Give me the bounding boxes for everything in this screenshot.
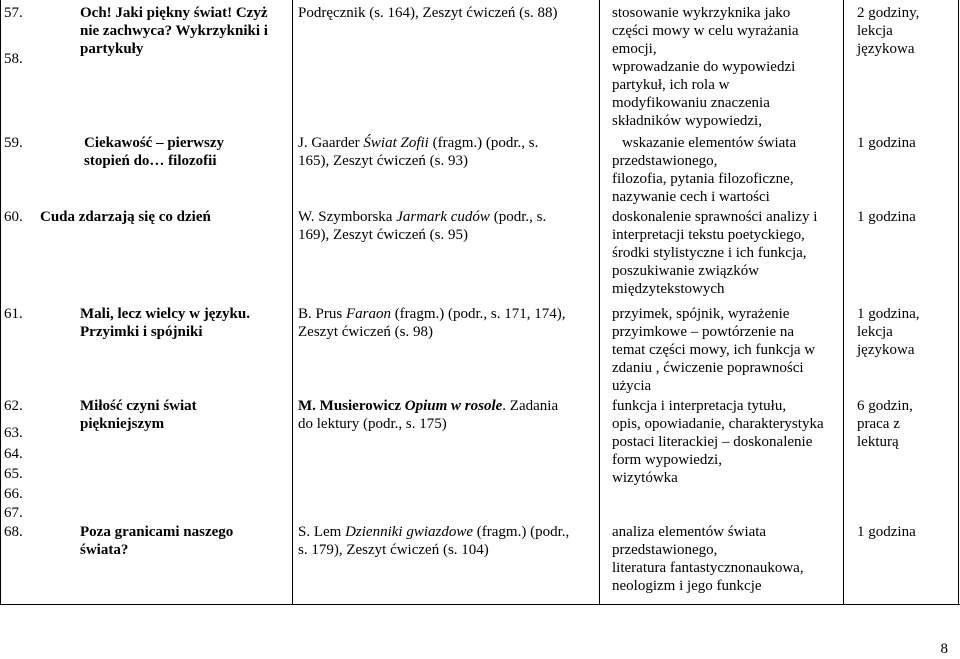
lesson-skills: wskazanie elementów świata [622,135,797,151]
lesson-source: Podręcznik (s. 164), Zeszyt ćwiczeń (s. 88) [298,5,558,21]
lesson-source: 165), Zeszyt ćwiczeń (s. 93) [298,153,468,169]
lesson-number: 62. [4,398,23,414]
column-divider [292,0,293,605]
lesson-topic: Przyimki i spójniki [80,324,203,340]
lesson-hours: praca z [857,416,900,432]
lesson-skills: przyimkowe – powtórzenie na [612,324,795,340]
lesson-hours: lekcja [857,23,893,39]
lesson-number: 68. [4,524,23,540]
lesson-skills: modyfikowaniu znaczenia [612,95,770,111]
lesson-hours: 1 godzina [857,135,916,151]
lesson-skills: użycia [612,378,652,394]
lesson-topic: Ciekawość – pierwszy [84,135,224,151]
lesson-skills: literatura fantastycznonaukowa, [612,560,804,576]
lesson-skills: wprowadzanie do wypowiedzi [612,59,796,75]
lesson-source: M. Musierowicz Opium w rosole. Zadania [298,398,559,414]
lesson-topic: Poza granicami naszego [80,524,234,540]
lesson-topic: partykuły [80,41,144,57]
lesson-hours: 2 godziny, [857,5,920,21]
lesson-skills: temat części mowy, ich funkcja w [612,342,816,358]
lesson-source: do lektury (podr., s. 175) [298,416,447,432]
column-divider [843,0,844,605]
lesson-hours: lekturą [857,434,899,450]
lesson-hours: lekcja [857,324,893,340]
lesson-skills: przedstawionego, [612,542,718,558]
lesson-skills: form wypowiedzi, [612,452,722,468]
lesson-skills: analiza elementów świata [612,524,767,540]
lesson-source: 169), Zeszyt ćwiczeń (s. 95) [298,227,468,243]
table-border-left [0,0,1,605]
lesson-source: S. Lem Dzienniki gwiazdowe (fragm.) (podr., [298,524,570,540]
lesson-source: s. 179), Zeszyt ćwiczeń (s. 104) [298,542,489,558]
lesson-number: 66. [4,486,23,502]
lesson-topic: Mali, lecz wielcy w języku. [80,306,250,322]
lesson-topic: nie zachwyca? Wykrzykniki i [80,23,268,39]
lesson-topic: stopień do… filozofii [84,153,217,169]
lesson-number: 57. [4,5,23,21]
lesson-number: 63. [4,425,23,441]
lesson-hours: 6 godzin, [857,398,913,414]
lesson-topic: piękniejszym [80,416,165,432]
lesson-skills: przedstawionego, [612,153,718,169]
lesson-skills: wizytówka [612,470,678,486]
lesson-number: 60. [4,209,23,225]
lesson-topic: Miłość czyni świat [80,398,197,414]
lesson-source: B. Prus Faraon (fragm.) (podr., s. 171, 174), [298,306,566,322]
lesson-hours: 1 godzina [857,209,916,225]
table-border-right [958,0,959,605]
lesson-number: 67. [4,505,23,521]
lesson-skills: funkcja i interpretacja tytułu, [612,398,787,414]
lesson-skills: poszukiwanie związków [612,263,760,279]
lesson-skills: zdaniu , ćwiczenie poprawności [612,360,804,376]
lesson-number: 65. [4,466,23,482]
lesson-skills: emocji, [612,41,657,57]
lesson-skills: nazywanie cech i wartości [612,189,770,205]
lesson-skills: międzytekstowych [612,281,725,297]
lesson-skills: interpretacji tekstu poetyckiego, [612,227,805,243]
lesson-skills: części mowy w celu wyrażania [612,23,799,39]
lesson-number: 64. [4,446,23,462]
lesson-skills: opis, opowiadanie, charakterystyka [612,416,824,432]
lesson-hours: językowa [857,342,915,358]
lesson-source: Zeszyt ćwiczeń (s. 98) [298,324,433,340]
lesson-topic: Cuda zdarzają się co dzień [40,209,211,225]
lesson-number: 61. [4,306,23,322]
lesson-skills: neologizm i jego funkcje [612,578,762,594]
lesson-skills: partykuł, ich rola w [612,77,730,93]
lesson-topic: świata? [80,542,129,558]
lesson-skills: środki stylistyczne i ich funkcja, [612,245,807,261]
lesson-skills: składników wypowiedzi, [612,113,762,129]
lesson-skills: doskonalenie sprawności analizy i [612,209,818,225]
lesson-skills: przyimek, spójnik, wyrażenie [612,306,790,322]
lesson-skills: postaci literackiej – doskonalenie [612,434,813,450]
lesson-number: 59. [4,135,23,151]
lesson-hours: 1 godzina [857,524,916,540]
lesson-skills: stosowanie wykrzyknika jako [612,5,791,21]
page-number: 8 [940,641,948,657]
lesson-source: J. Gaarder Świat Zofii (fragm.) (podr., s. [298,135,539,151]
lesson-topic: Och! Jaki piękny świat! Czyż [80,5,268,21]
table-border-bottom [0,604,960,605]
lesson-number: 58. [4,51,23,67]
lesson-hours: 1 godzina, [857,306,920,322]
column-divider [599,0,600,605]
lesson-source: W. Szymborska Jarmark cudów (podr., s. [298,209,547,225]
lesson-hours: językowa [857,41,915,57]
lesson-skills: filozofia, pytania filozoficzne, [612,171,794,187]
